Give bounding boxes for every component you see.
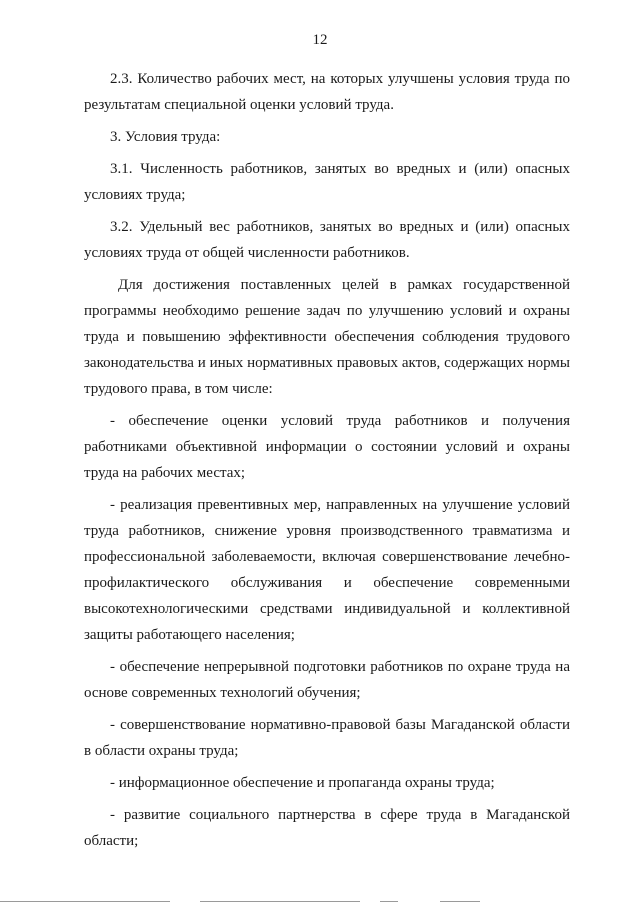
scan-edge-segment [0,901,170,902]
paragraph-3-heading: 3. Условия труда: [110,129,221,145]
list-item-information: - информационное обеспечение и пропаганда охраны труда; [110,775,495,791]
list-item-regulatory-base: - совершенствование нормативно-правовой базы Магаданской области в области охраны труда; [84,717,570,759]
list-item-social-partnership: - развитие социального партнерства в сфере труда в Магаданской области; [84,807,570,849]
paragraph-3-1: 3.1. Численность работников, занятых во вредных и (или) опасных условиях труда; [84,161,570,203]
paragraph-2-3: 2.3. Количество рабочих мест, на которых улучшены условия труда по результатам специальной оценки условий труда. [84,71,570,113]
scan-edge-segment [440,901,480,902]
list-item-preventive-measures: - реализация превентивных мер, направленных на улучшение условий труда работников, снижение уровня производственного травматизма и профессиональной заболеваемости, включая совершенствование лечебно-профилактического обслуживания и обеспечение современными высокотехнологическими средствами индивидуальной и коллективной защиты работающего населения; [84,497,570,643]
document-body [84,66,570,860]
page-number: 12 [312,32,328,48]
scan-edge-segment [200,901,360,902]
list-item-assessment: - обеспечение оценки условий труда работников и получения работниками объективной информации о состоянии условий и охраны труда на рабочих местах; [84,413,570,481]
list-item-training: - обеспечение непрерывной подготовки работников по охране труда на основе современных технологий обучения; [84,659,570,701]
paragraph-3-2: 3.2. Удельный вес работников, занятых во вредных и (или) опасных условиях труда от общей численности работников. [84,219,570,261]
scan-edge-segment [380,901,398,902]
scan-bottom-edge [0,899,640,905]
paragraph-tasks-intro: Для достижения поставленных целей в рамках государственной программы необходимо решение задач по улучшению условий и охраны труда и повышению эффективности обеспечения соблюдения трудового законодательства и иных нормативных правовых актов, содержащих нормы трудового права, в том числе: [84,277,570,397]
